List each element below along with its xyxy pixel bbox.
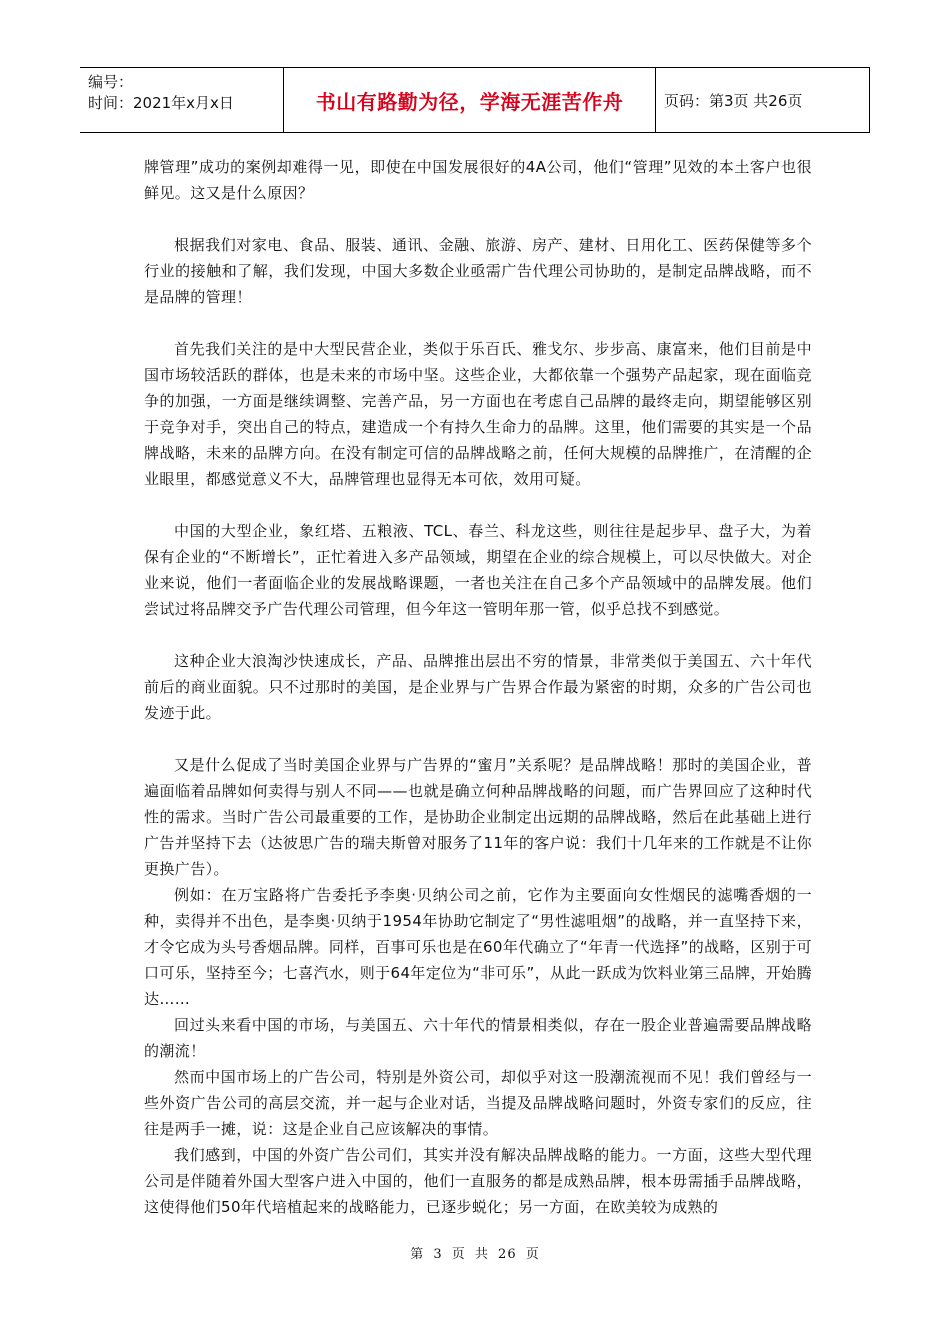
article-body (144, 154, 812, 1220)
paragraph: 首先我们关注的是中大型民营企业，类似于乐百氏、雅戈尔、步步高、康富来，他们目前是中国市场较活跃的群体，也是未来的市场中坚。这些企业，大都依靠一个强势产品起家，现在面临竞争的加强，一方面是继续调整、完善产品，另一方面也在考虑自己品牌的最终走向，期望能够区别于竞争对手，突出自己的特点，建造成一个有持久生命力的品牌。这里，他们需要的其实是一个品牌战略，未来的品牌方向。在没有制定可信的品牌战略之前，任何大规模的品牌推广，在清醒的企业眼里，都感觉意义不大，品牌管理也显得无本可依，效用可疑。 (144, 340, 812, 488)
paragraph: 回过头来看中国的市场，与美国五、六十年代的情景相类似，存在一股企业普遍需要品牌战略的潮流！ (144, 1016, 812, 1060)
paragraph: 然而中国市场上的广告公司，特别是外资公司，却似乎对这一股潮流视而不见！我们曾经与一些外资广告公司的高层交流，并一起与企业对话，当提及品牌战略问题时，外资专家们的反应，往往是两手一摊，说：这是企业自己应该解决的事情。 (144, 1068, 812, 1138)
paragraph: 根据我们对家电、食品、服装、通讯、金融、旅游、房产、建材、日用化工、医药保健等多个行业的接触和了解，我们发现，中国大多数企业亟需广告代理公司协助的，是制定品牌战略，而不是品牌的管理！ (144, 236, 812, 306)
paragraph: 这种企业大浪淘沙快速成长，产品、品牌推出层出不穷的情景，非常类似于美国五、六十年代前后的商业面貌。只不过那时的美国，是企业界与广告界合作最为紧密的时期，众多的广告公司也发迹于此。 (144, 652, 812, 722)
paragraph: 牌管理”成功的案例却难得一见，即使在中国发展很好的4A公司，他们“管理”见效的本土客户也很鲜见。这又是什么原因？ (144, 158, 812, 202)
header-motto: 书山有路勤为径，学海无涯苦作舟 (284, 68, 656, 132)
paragraph: 中国的大型企业，象红塔、五粮液、TCL、春兰、科龙这些，则往往是起步早、盘子大，为着保有企业的“不断增长”，正忙着进入多产品领域，期望在企业的综合规模上，可以尽快做大。对企业来说，他们一者面临企业的发展战略课题，一者也关注在自己多个产品领域中的品牌发展。他们尝试过将品牌交予广告代理公司管理，但今年这一管明年那一管，似乎总找不到感觉。 (144, 522, 812, 618)
page-header (80, 67, 870, 133)
paragraph: 我们感到，中国的外资广告公司们，其实并没有解决品牌战略的能力。一方面，这些大型代理公司是伴随着外国大型客户进入中国的，他们一直服务的都是成熟品牌，根本毋需插手品牌战略，这使得他们50年代培植起来的战略能力，已逐步蜕化；另一方面，在欧美较为成熟的 (144, 1146, 812, 1216)
document-time-label: 时间：2021年x月x日 (88, 94, 234, 112)
paragraph: 又是什么促成了当时美国企业界与广告界的“蜜月”关系呢？是品牌战略！那时的美国企业，普遍面临着品牌如何卖得与别人不同——也就是确立何种品牌战略的问题，而广告界回应了这种时代性的需求。当时广告公司最重要的工作，是协助企业制定出远期的品牌战略，然后在此基础上进行广告并坚持下去（达彼思广告的瑞夫斯曾对服务了11年的客户说：我们十几年来的工作就是不让你更换广告）。 (144, 756, 812, 878)
paragraph: 例如：在万宝路将广告委托予李奥·贝纳公司之前，它作为主要面向女性烟民的滤嘴香烟的一种，卖得并不出色，是李奥·贝纳于1954年协助它制定了“男性滤咀烟”的战略，并一直坚持下来，才令它成为头号香烟品牌。同样，百事可乐也是在60年代确立了“年青一代选择”的战略，区别于可口可乐，坚持至今；七喜汽水，则于64年定位为“非可乐”，从此一跃成为饮料业第三品牌，开始腾达…… (144, 886, 812, 1008)
document-number-label: 编号： (88, 73, 134, 91)
header-meta-cell (80, 68, 284, 132)
page-footer: 第 3 页 共 26 页 (410, 1247, 540, 1262)
header-page-number: 页码：第3页 共26页 (664, 91, 803, 110)
